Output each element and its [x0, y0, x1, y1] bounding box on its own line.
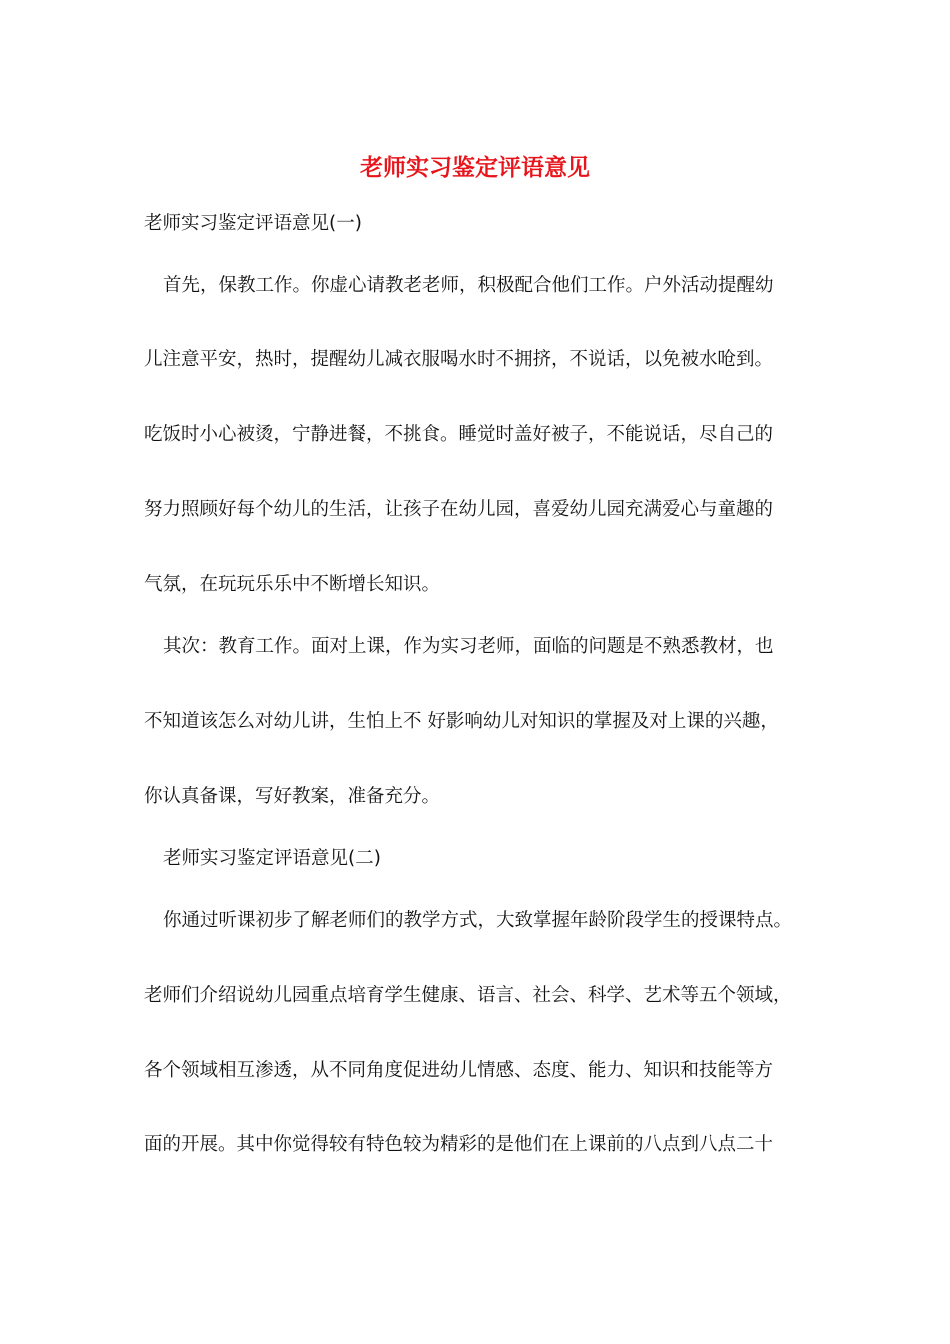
paragraph-line: 努力照顾好每个幼儿的生活，让孩子在幼儿园，喜爱幼儿园充满爱心与童趣的	[144, 499, 774, 520]
paragraph-line: 其次：教育工作。面对上课，作为实习老师，面临的问题是不熟悉教材，也	[163, 636, 774, 657]
paragraph-line: 气氛，在玩玩乐乐中不断增长知识。	[144, 574, 441, 595]
paragraph-line: 老师们介绍说幼儿园重点培育学生健康、语言、社会、科学、艺术等五个领域，	[144, 985, 792, 1006]
paragraph-line: 各个领域相互渗透，从不同角度促进幼儿情感、态度、能力、知识和技能等方	[144, 1060, 774, 1081]
document-title: 老师实习鉴定评语意见	[360, 154, 590, 181]
paragraph-line: 吃饭时小心被烫，宁静进餐，不挑食。睡觉时盖好被子，不能说话，尽自己的	[144, 424, 774, 445]
paragraph-line: 你认真备课，写好教案，准备充分。	[144, 786, 441, 807]
paragraph-line: 儿注意平安，热时，提醒幼儿减衣服喝水时不拥挤，不说话，以免被水呛到。	[144, 349, 774, 370]
section-heading-1: 老师实习鉴定评语意见(一)	[144, 213, 362, 234]
paragraph-line: 不知道该怎么对幼儿讲，生怕上不 好影响幼儿对知识的掌握及对上课的兴趣，	[144, 711, 779, 732]
paragraph-line: 首先，保教工作。你虚心请教老老师，积极配合他们工作。户外活动提醒幼	[163, 275, 774, 296]
paragraph-line: 你通过听课初步了解老师们的教学方式，大致掌握年龄阶段学生的授课特点。	[163, 910, 793, 931]
section-heading-2: 老师实习鉴定评语意见(二)	[163, 848, 381, 869]
paragraph-line: 面的开展。其中你觉得较有特色较为精彩的是他们在上课前的八点到八点二十	[144, 1134, 774, 1155]
